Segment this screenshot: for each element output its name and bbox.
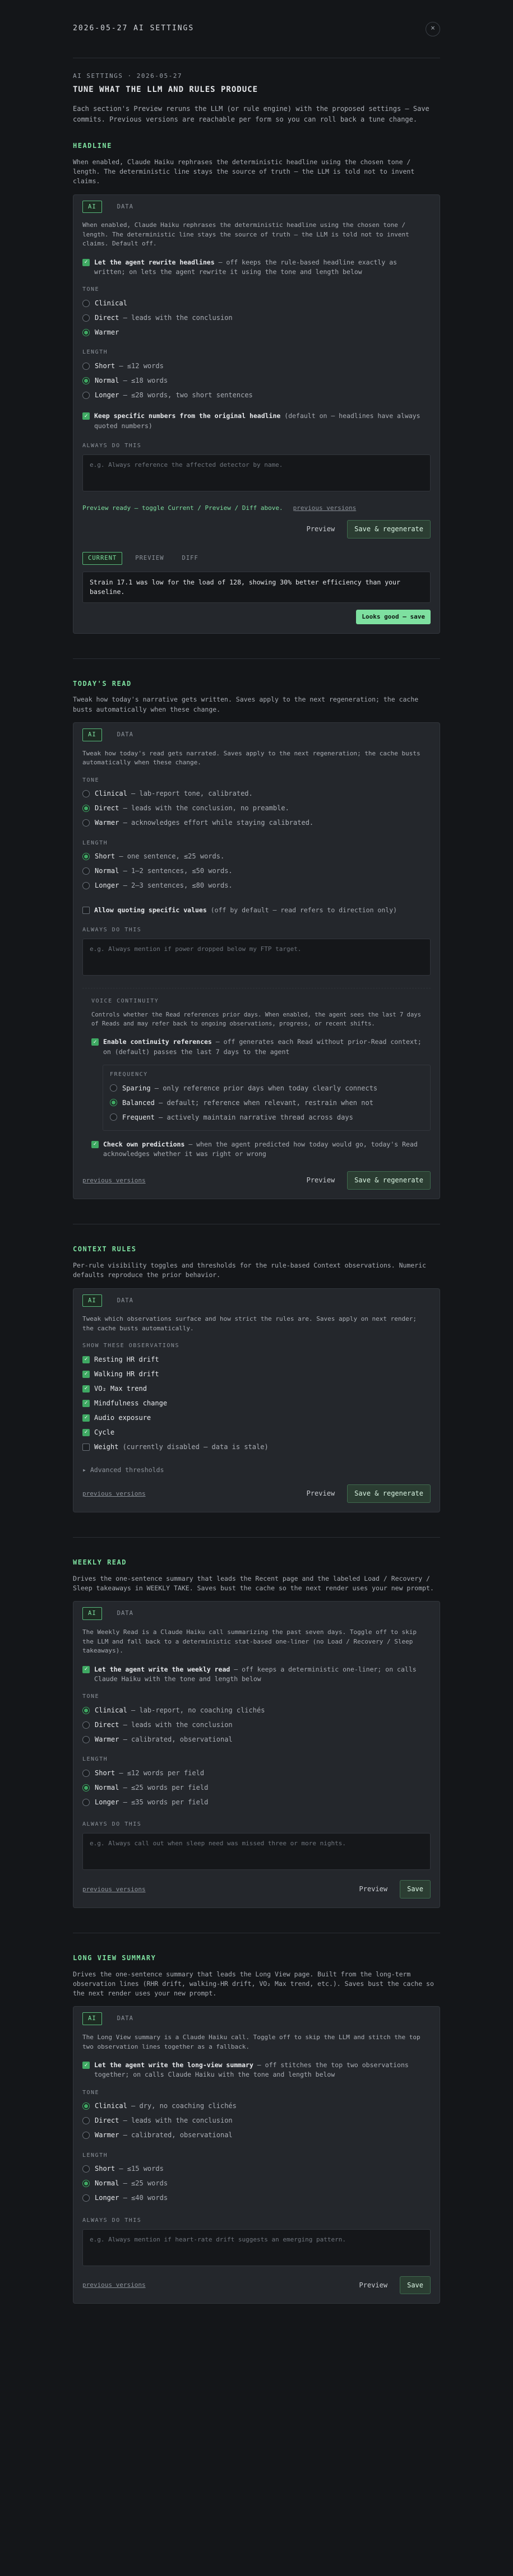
observations-group <box>82 1342 431 1452</box>
radio-unselected[interactable] <box>82 867 90 875</box>
save-regenerate-button[interactable]: Save & regenerate <box>347 520 431 539</box>
checkbox-checked[interactable]: ✓ <box>82 1414 90 1422</box>
save-regenerate-button[interactable]: Save & regenerate <box>347 1171 431 1190</box>
radio-unselected[interactable] <box>82 363 90 370</box>
save-button[interactable]: Save <box>400 2276 431 2295</box>
option-description: — calibrated, observational <box>119 2131 233 2139</box>
option-description: — ≤12 words <box>115 362 164 370</box>
section-title: CONTEXT RULES <box>73 1245 137 1254</box>
option-name: Balanced <box>122 1098 155 1107</box>
observation-name: Weight <box>94 1443 119 1451</box>
previous-versions-link[interactable]: previous versions <box>82 1489 146 1497</box>
radio-selected[interactable] <box>82 2102 90 2110</box>
option-description: — 1–2 sentences, ≤50 words. <box>119 867 233 875</box>
frequency-label: FREQUENCY <box>110 1071 148 1078</box>
observation-toggle[interactable] <box>82 1369 431 1379</box>
tab-ai[interactable]: AI <box>82 2012 102 2025</box>
length-group <box>82 839 431 893</box>
radio-option[interactable] <box>82 296 431 310</box>
option-description: — acknowledges effort while staying calibrated. <box>119 819 314 827</box>
card-intro: When enabled, Claude Haiku rephrases the deterministic headline using the chosen tone / length. The deterministic line stays the source of truth — the LLM is told not to invent claims. Default off. <box>82 221 409 248</box>
page-description: Each section's Preview reruns the LLM (or rule engine) with the proposed settings — Save commits. Previous versions are reachable per form so you can roll back a tune change. <box>73 104 429 123</box>
option-name: Direct <box>95 314 119 322</box>
tab-ai[interactable]: AI <box>82 1294 102 1307</box>
preview-tabs <box>82 552 431 565</box>
option-description: — calibrated, observational <box>119 1735 233 1743</box>
headline-section <box>73 141 440 634</box>
radio-option[interactable] <box>82 1795 431 1809</box>
context-rules-card <box>73 1288 440 1513</box>
radio-selected[interactable] <box>82 805 90 812</box>
radio-unselected[interactable] <box>82 1799 90 1806</box>
section-description: When enabled, Claude Haiku rephrases the deterministic headline using the chosen tone / length. The deterministic line stays the source of truth — the LLM is told not to invent claims. <box>73 157 415 185</box>
preview-button[interactable]: Preview <box>306 1176 335 1185</box>
radio-selected[interactable] <box>82 377 90 384</box>
todays-read-card <box>73 722 440 1199</box>
length-label: LENGTH <box>82 349 108 356</box>
checkbox-checked[interactable]: ✓ <box>82 1429 90 1436</box>
frequency-group <box>103 1065 431 1131</box>
action-row <box>82 520 431 539</box>
option-description: — ≤25 words per field <box>119 1783 209 1791</box>
radio-unselected[interactable] <box>82 1770 90 1777</box>
length-label: LENGTH <box>82 1756 108 1763</box>
tone-label: TONE <box>82 2089 100 2096</box>
length-group <box>82 349 431 402</box>
radio-option[interactable] <box>82 388 431 402</box>
checkbox-checked[interactable]: ✓ <box>91 1038 99 1046</box>
card-tabs <box>82 2012 431 2025</box>
option-name: Short <box>95 2165 115 2173</box>
option-description: — leads with the conclusion, no preamble. <box>119 804 289 813</box>
todays-read-section <box>73 658 440 1200</box>
voice-continuity-description: Controls whether the Read references prior days. When enabled, the agent sees the last 7 days of Reads and may refer back to ongoing observations, progress, or recent shifts. <box>91 1011 421 1027</box>
radio-option[interactable] <box>82 2162 431 2176</box>
card-tabs <box>82 728 431 741</box>
observations-label: SHOW THESE OBSERVATIONS <box>82 1343 179 1349</box>
radio-selected[interactable] <box>82 329 90 336</box>
tone-label: TONE <box>82 777 100 783</box>
top-bar <box>73 0 440 58</box>
option-description: — leads with the conclusion <box>119 314 233 322</box>
close-icon[interactable]: × <box>426 22 440 36</box>
tab-preview[interactable]: PREVIEW <box>135 555 164 562</box>
checkbox-unchecked[interactable] <box>82 907 90 914</box>
observation-name: Mindfulness change <box>94 1399 168 1408</box>
radio-unselected[interactable] <box>82 2132 90 2139</box>
option-description: — lab-report tone, calibrated. <box>127 790 253 798</box>
page-title: TUNE WHAT THE LLM AND RULES PRODUCE <box>73 85 258 95</box>
radio-unselected[interactable] <box>82 2117 90 2124</box>
checkbox-checked[interactable]: ✓ <box>82 2062 90 2069</box>
option-description: — one sentence, ≤25 words. <box>115 852 225 861</box>
radio-option[interactable] <box>82 1703 431 1718</box>
option-description: — actively maintain narrative thread across days <box>154 1113 353 1121</box>
preview-button[interactable]: Preview <box>359 2281 388 2289</box>
action-row <box>82 1880 431 1899</box>
option-description: — ≤25 words <box>119 2179 168 2188</box>
observation-toggle[interactable] <box>82 1413 431 1423</box>
tab-current[interactable]: CURRENT <box>82 552 122 565</box>
option-description: — ≤35 words per field <box>119 1798 209 1806</box>
advanced-thresholds-toggle[interactable]: ▸ Advanced thresholds <box>82 1466 164 1474</box>
tab-data[interactable]: DATA <box>117 203 133 210</box>
option-description: — dry, no coaching clichés <box>127 2102 237 2110</box>
section-title: TODAY'S READ <box>73 679 132 688</box>
tab-data[interactable]: DATA <box>117 2015 133 2022</box>
always-do-this-input[interactable]: e.g. Always reference the affected detector by name. <box>82 454 431 491</box>
card-intro: Tweak which observations surface and how strict the rules are. Saves apply on next render; the cache busts automatically. <box>82 1315 417 1332</box>
previous-versions-link[interactable]: previous versions <box>82 1177 146 1185</box>
option-name: Clinical <box>95 790 127 798</box>
section-description: Tweak how today's narrative gets written. Saves apply to the next regeneration; the cache busts automatically when these change. <box>73 695 419 713</box>
action-row <box>82 1171 431 1190</box>
section-description: Per-rule visibility toggles and thresholds for the rule-based Context observations. Numeric defaults reproduce the prior behavior. <box>73 1261 427 1279</box>
always-label: ALWAYS DO THIS <box>82 2217 142 2224</box>
observation-toggle[interactable] <box>82 1398 431 1408</box>
section-description: Drives the one-sentence summary that leads the Long View page. Built from the long-term observation lines (RHR drift, walking-HR drift, VO₂ Max trend, etc.). Saves bust the cache so the next render uses your new prompt. <box>73 1970 434 1998</box>
tab-data[interactable]: DATA <box>117 1610 133 1617</box>
option-description: — only reference prior days when today clearly connects <box>150 1084 378 1092</box>
option-name: Short <box>95 1769 115 1777</box>
tone-label: TONE <box>82 286 100 293</box>
radio-option[interactable] <box>110 1110 423 1125</box>
length-label: LENGTH <box>82 2152 108 2159</box>
previous-versions-link[interactable]: previous versions <box>82 1885 146 1893</box>
voice-continuity-title: VOICE CONTINUITY <box>91 997 159 1004</box>
option-name: Warmer <box>95 819 119 827</box>
action-row <box>82 1484 431 1503</box>
radio-option[interactable] <box>82 1718 431 1732</box>
option-name: Warmer <box>95 1735 119 1743</box>
option-name: Frequent <box>122 1113 155 1121</box>
weekly-read-section <box>73 1537 440 1908</box>
always-label: ALWAYS DO THIS <box>82 442 142 449</box>
option-name: Normal <box>95 1783 119 1791</box>
radio-option[interactable] <box>82 879 431 893</box>
option-name: Direct <box>95 2117 119 2125</box>
length-label: LENGTH <box>82 839 108 846</box>
radio-unselected[interactable] <box>82 314 90 322</box>
option-name: Normal <box>95 2179 119 2188</box>
previous-versions-link[interactable]: previous versions <box>82 2281 146 2289</box>
quote-values-toggle[interactable]: Allow quoting specific values (off by default — read refers to direction only) <box>82 906 431 915</box>
radio-selected[interactable] <box>82 853 90 860</box>
option-name: Short <box>95 362 115 370</box>
radio-unselected[interactable] <box>82 1736 90 1743</box>
option-description: — ≤28 words, two short sentences <box>119 391 253 399</box>
checkbox-checked[interactable]: ✓ <box>82 1385 90 1393</box>
length-group <box>82 1756 431 1809</box>
radio-selected[interactable] <box>82 1784 90 1791</box>
voice-continuity-panel <box>82 988 431 1159</box>
card-intro: Tweak how today's read gets narrated. Saves apply to the next regeneration; the cache busts automatically when these change. <box>82 749 420 767</box>
previous-versions-link[interactable]: previous versions <box>293 504 357 512</box>
card-intro: The Weekly Read is a Claude Haiku call summarizing the past seven days. Toggle off to skip the LLM and fall back to a deterministic stat-based one-liner (no Load / Recovery / Sleep takeaways). <box>82 1628 417 1655</box>
length-group <box>82 2152 431 2206</box>
radio-selected[interactable] <box>110 1099 117 1106</box>
option-description: — lab-report, no coaching clichés <box>127 1706 265 1714</box>
radio-unselected[interactable] <box>82 882 90 889</box>
card-tabs <box>82 1607 431 1620</box>
always-do-this-input[interactable]: e.g. Always call out when sleep need was missed three or more nights. <box>82 1833 431 1870</box>
radio-selected[interactable] <box>82 1707 90 1714</box>
observation-name: Resting HR drift <box>94 1356 159 1364</box>
save-regenerate-button[interactable]: Save & regenerate <box>347 1484 431 1503</box>
radio-option[interactable] <box>110 1096 423 1110</box>
observation-toggle[interactable] <box>82 1384 431 1394</box>
tone-group <box>82 777 431 830</box>
radio-unselected[interactable] <box>82 1721 90 1729</box>
radio-unselected[interactable] <box>82 2165 90 2173</box>
option-description: — leads with the conclusion <box>119 1720 233 1729</box>
radio-selected[interactable] <box>82 2180 90 2187</box>
radio-option[interactable] <box>82 325 431 340</box>
always-label: ALWAYS DO THIS <box>82 1821 142 1828</box>
tab-data[interactable]: DATA <box>117 731 133 738</box>
radio-option[interactable] <box>82 1766 431 1780</box>
check-predictions-toggle[interactable]: ✓ Check own predictions — when the agent predicted how today would go, today's Read acknowledges whether it was right or wrong <box>91 1140 431 1159</box>
observation-toggle[interactable] <box>82 1442 431 1452</box>
section-description: Drives the one-sentence summary that leads the Recent page and the labeled Load / Recovery / Sleep takeaways in WEEKLY TAKE. Saves bust the cache so the next render uses your new prompt. <box>73 1574 434 1593</box>
radio-option[interactable] <box>82 2099 431 2114</box>
preview-output: Strain 17.1 was low for the load of 128, showing 30% better efficiency than your baseline. <box>82 572 431 604</box>
option-name: Direct <box>95 804 119 813</box>
section-title: LONG VIEW SUMMARY <box>73 1953 156 1962</box>
radio-option[interactable] <box>82 2191 431 2206</box>
tone-label: TONE <box>82 1693 100 1700</box>
radio-unselected[interactable] <box>110 1113 117 1121</box>
checkbox-checked[interactable]: ✓ <box>82 1356 90 1363</box>
action-row <box>82 2276 431 2295</box>
radio-option[interactable] <box>82 801 431 816</box>
option-name: Clinical <box>95 1706 127 1714</box>
option-name: Clinical <box>95 299 127 307</box>
option-name: Longer <box>95 881 119 890</box>
tab-ai[interactable]: AI <box>82 1607 102 1620</box>
option-description: — ≤40 words <box>119 2194 168 2202</box>
observation-toggle[interactable] <box>82 1427 431 1437</box>
tone-group <box>82 1693 431 1747</box>
radio-unselected[interactable] <box>110 1084 117 1092</box>
option-name: Sparing <box>122 1084 151 1092</box>
preview-button[interactable]: Preview <box>306 1489 335 1498</box>
continuity-toggle[interactable]: ✓ Enable continuity references — off generates each Read without prior-Read context; on (default) passes the last 7 days to the agent <box>91 1037 431 1057</box>
tone-group <box>82 2089 431 2143</box>
checkbox-checked[interactable]: ✓ <box>82 1371 90 1378</box>
radio-option[interactable] <box>82 2128 431 2143</box>
option-name: Normal <box>95 377 119 384</box>
option-name: Longer <box>95 391 119 399</box>
tab-data[interactable]: DATA <box>117 1297 133 1304</box>
option-description: — ≤18 words <box>119 377 168 384</box>
observation-name: VO₂ Max trend <box>94 1385 147 1393</box>
radio-unselected[interactable] <box>82 819 90 827</box>
option-name: Warmer <box>95 2131 119 2139</box>
preview-button[interactable]: Preview <box>306 525 335 533</box>
option-name: Longer <box>95 2194 119 2202</box>
radio-option[interactable] <box>82 787 431 801</box>
radio-option[interactable] <box>82 373 431 388</box>
looks-good-save-button[interactable]: Looks good — save <box>356 610 431 624</box>
radio-unselected[interactable] <box>82 300 90 307</box>
checkbox-checked[interactable]: ✓ <box>82 412 90 420</box>
always-do-this-input[interactable]: e.g. Always mention if power dropped below my FTP target. <box>82 939 431 976</box>
observation-name: Walking HR drift <box>94 1370 159 1378</box>
always-do-this-input[interactable]: e.g. Always mention if heart-rate drift suggests an emerging pattern. <box>82 2229 431 2266</box>
option-name: Longer <box>95 1798 119 1806</box>
keep-numbers-toggle[interactable]: ✓ Keep specific numbers from the original headline (default on — headlines have always quoted numbers) <box>82 411 431 431</box>
section-title: HEADLINE <box>73 142 112 150</box>
radio-option[interactable] <box>82 1732 431 1747</box>
card-tabs <box>82 201 431 213</box>
observation-name: Cycle <box>94 1428 115 1437</box>
weekly-read-card <box>73 1601 440 1907</box>
observation-toggle[interactable] <box>82 1354 431 1364</box>
always-label: ALWAYS DO THIS <box>82 926 142 933</box>
long-view-agent-toggle[interactable]: ✓ Let the agent write the long-view summary — off stitches the top two observations together; on calls Claude Haiku with the tone and length below <box>82 2060 431 2080</box>
rewrite-headlines-toggle[interactable]: ✓ Let the agent rewrite headlines — off keeps the rule-based headline exactly as written; on lets the agent rewrite it using the tone and length below <box>82 258 431 277</box>
checkbox-checked[interactable]: ✓ <box>91 1141 99 1148</box>
radio-option[interactable] <box>82 2176 431 2191</box>
tab-ai[interactable]: AI <box>82 728 102 741</box>
checkbox-unchecked[interactable] <box>82 1444 90 1451</box>
preview-button[interactable]: Preview <box>359 1885 388 1893</box>
section-title: WEEKLY READ <box>73 1558 127 1567</box>
radio-unselected[interactable] <box>82 392 90 399</box>
observation-note: (currently disabled — data is stale) <box>118 1443 269 1451</box>
radio-unselected[interactable] <box>82 2194 90 2202</box>
long-view-section <box>73 1933 440 2304</box>
option-description: — ≤15 words <box>115 2165 164 2173</box>
radio-option[interactable] <box>82 310 431 325</box>
radio-option[interactable] <box>82 359 431 373</box>
checkbox-checked[interactable]: ✓ <box>82 1666 90 1673</box>
radio-option[interactable] <box>82 850 431 864</box>
tab-diff[interactable]: DIFF <box>182 555 198 562</box>
window-title: 2026-05-27 AI SETTINGS <box>73 24 195 33</box>
option-description: — default; reference when relevant, restrain when not <box>154 1098 373 1107</box>
breadcrumb: AI SETTINGS · 2026-05-27 <box>73 72 182 80</box>
preview-status: Preview ready — toggle Current / Preview / Diff above. previous versions <box>82 504 357 512</box>
option-description: — leads with the conclusion <box>119 2117 233 2125</box>
radio-unselected[interactable] <box>82 790 90 797</box>
card-intro: The Long View summary is a Claude Haiku call. Toggle off to skip the LLM and stitch the top two observation lines together as a fallback. <box>82 2034 420 2050</box>
context-rules-section <box>73 1224 440 1512</box>
save-button[interactable]: Save <box>400 1880 431 1899</box>
long-view-card <box>73 2006 440 2304</box>
radio-option[interactable] <box>110 1081 423 1096</box>
radio-option[interactable] <box>82 2114 431 2128</box>
observation-name: Audio exposure <box>94 1414 151 1422</box>
option-description: — 2–3 sentences, ≤80 words. <box>119 881 233 890</box>
radio-option[interactable] <box>82 1780 431 1795</box>
radio-option[interactable] <box>82 864 431 879</box>
option-description: — ≤12 words per field <box>115 1769 205 1777</box>
option-name: Short <box>95 852 115 861</box>
tab-ai[interactable]: AI <box>82 201 102 213</box>
headline-card <box>73 194 440 634</box>
option-name: Warmer <box>95 328 119 336</box>
tone-group <box>82 286 431 340</box>
checkbox-checked[interactable]: ✓ <box>82 1400 90 1407</box>
option-name: Clinical <box>95 2102 127 2110</box>
card-tabs <box>82 1294 431 1307</box>
option-name: Normal <box>95 867 119 875</box>
option-name: Direct <box>95 1720 119 1729</box>
checkbox-checked[interactable]: ✓ <box>82 259 90 266</box>
weekly-agent-toggle[interactable]: ✓ Let the agent write the weekly read — off keeps a deterministic one-liner; on calls Claude Haiku with the tone and length below <box>82 1665 431 1684</box>
radio-option[interactable] <box>82 816 431 830</box>
